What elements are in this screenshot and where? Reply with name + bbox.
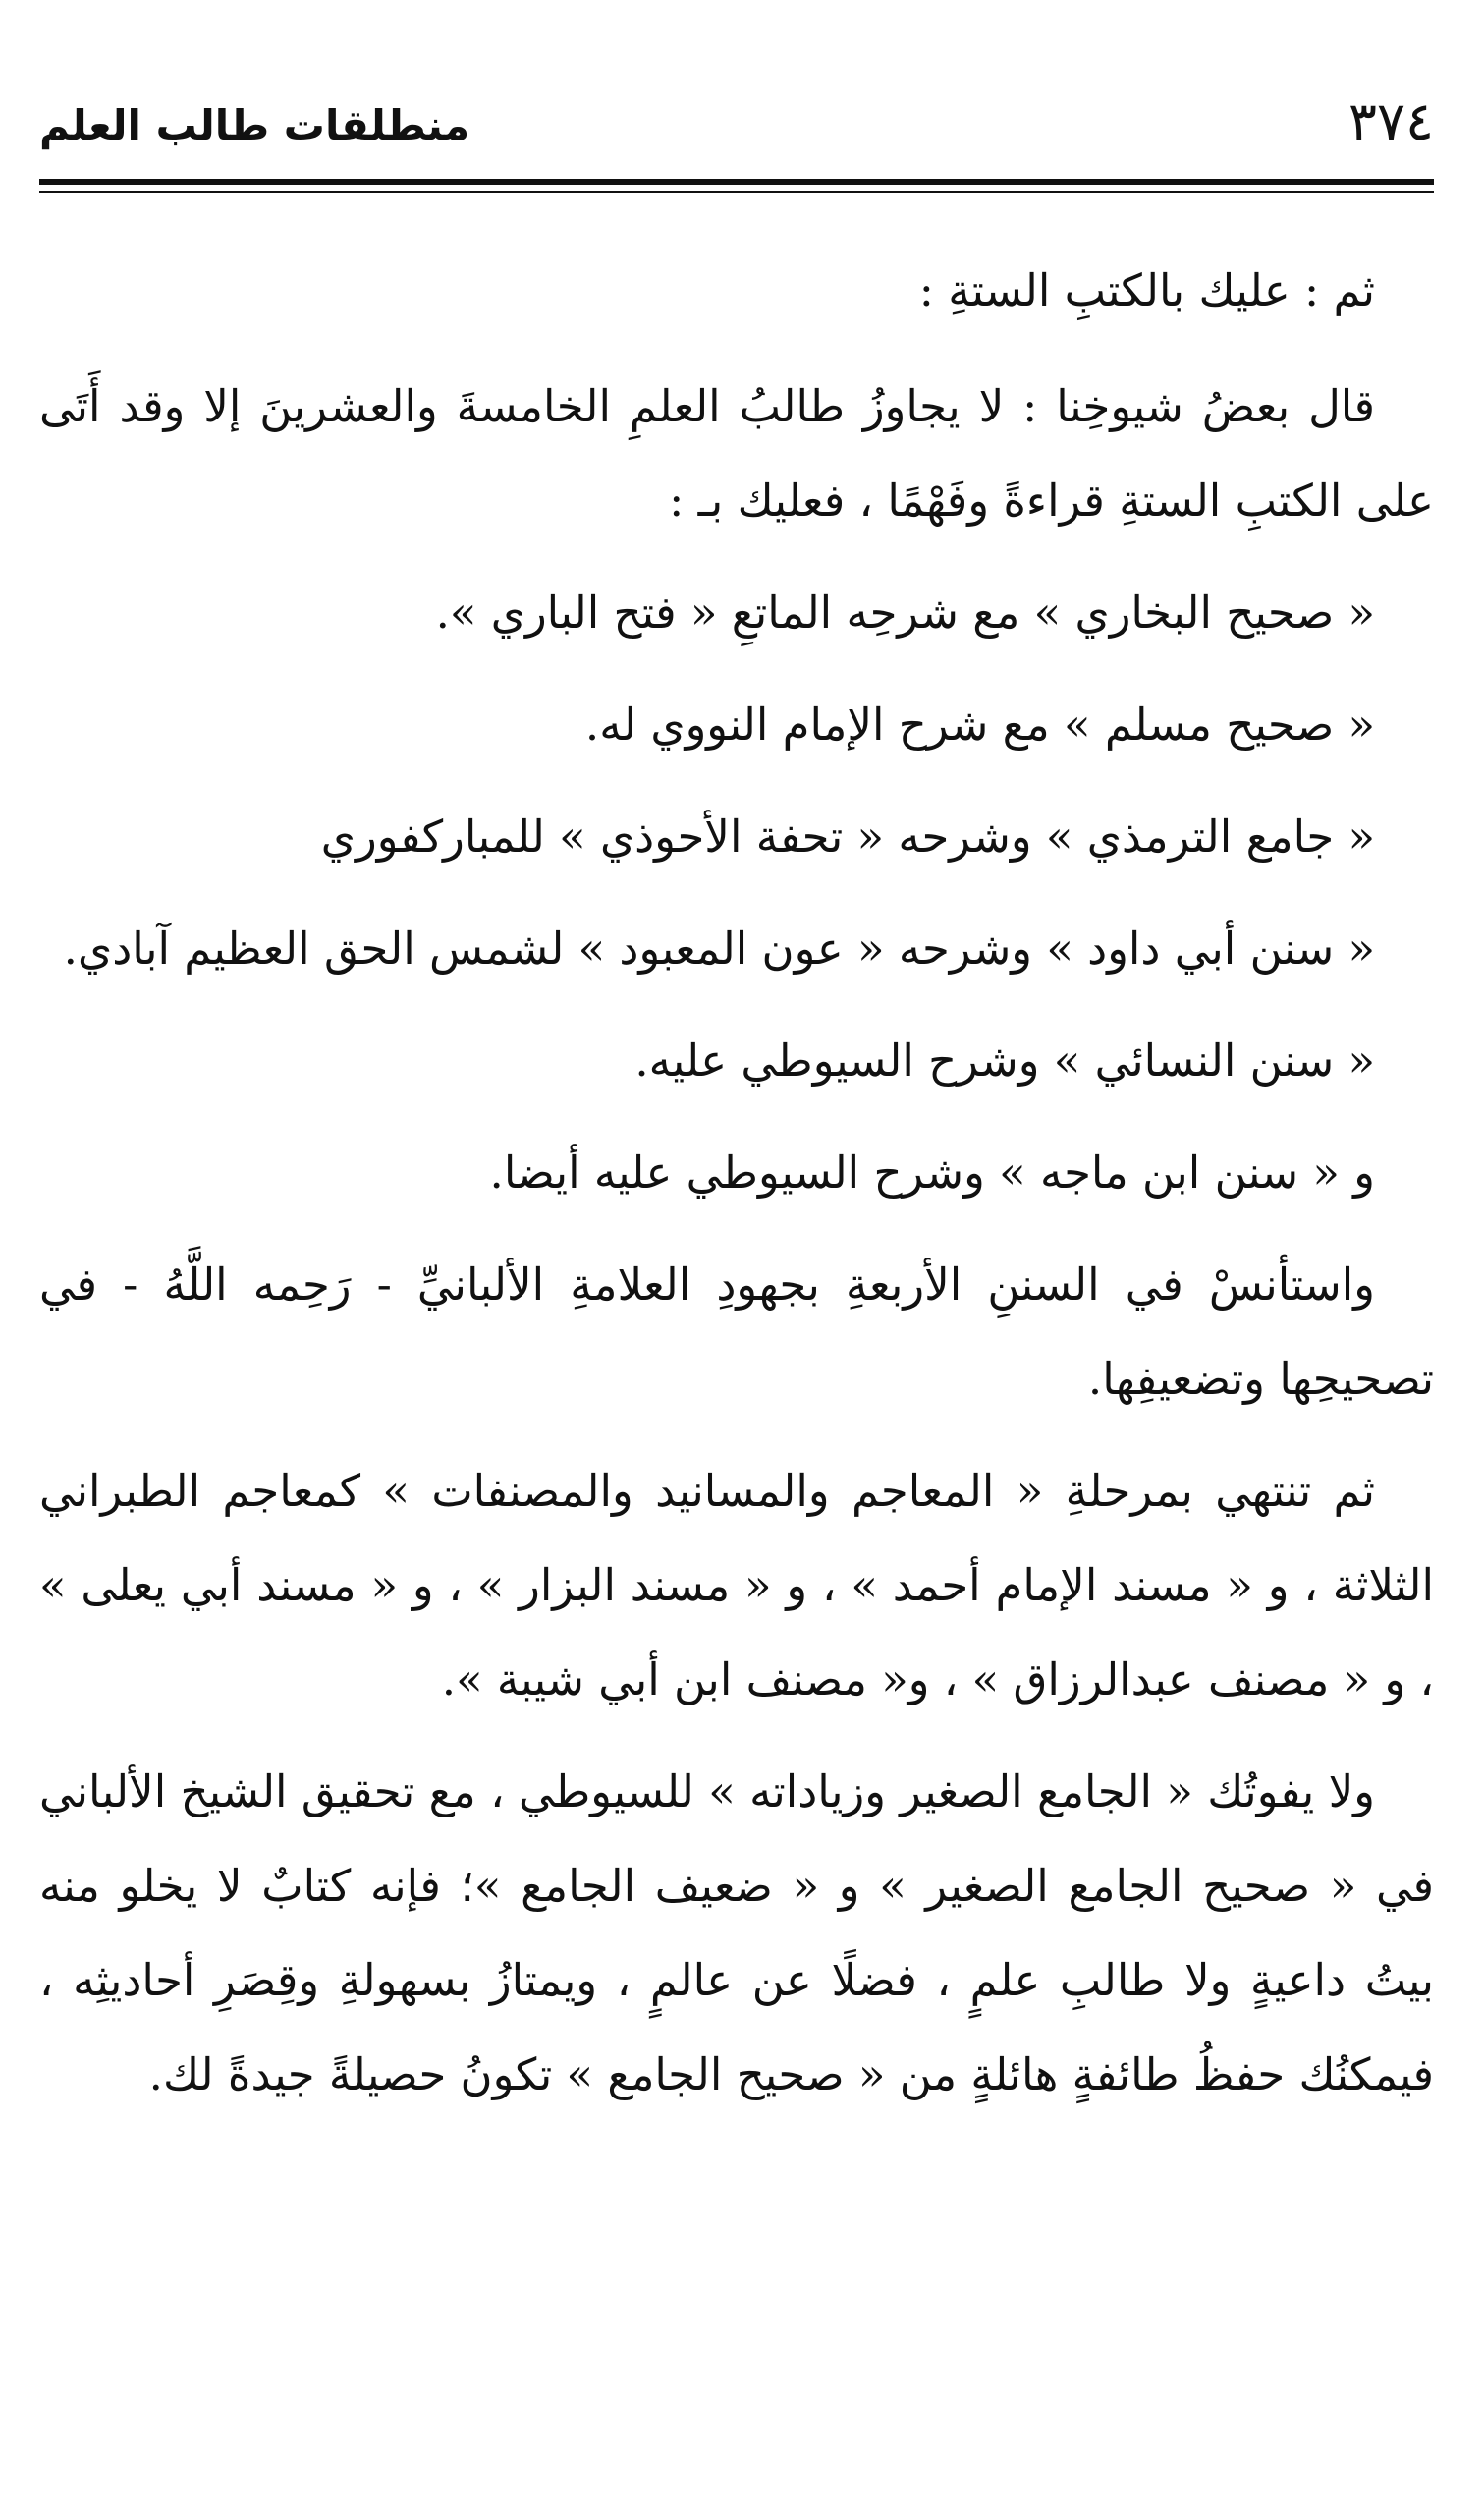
header-rule-thin xyxy=(39,191,1434,193)
paragraph: قال بعضُ شيوخِنا : لا يجاوزُ طالبُ العلمِ الخامسةَ والعشرينَ إلا وقد أَتَى على الكتبِ الستةِ قراءةً وفَهْمًا ، فعليك بـ : xyxy=(39,380,1434,527)
book-list-item: « صحيح مسلم » مع شرح الإمام النووي له. xyxy=(584,699,1375,751)
book-list-item: « سنن النسائي » وشرح السيوطي عليه. xyxy=(634,1034,1375,1087)
book-list-item: « جامع الترمذي » وشرحه « تحفة الأحوذي » للمباركفوري xyxy=(320,811,1375,863)
paragraph: ثم تنتهي بمرحلةِ « المعاجم والمسانيد والمصنفات » كمعاجم الطبراني الثلاثة ، و « مسند الإمام أحمد » ، و « مسند البزار » ، و « مسند أبي يعلى » ، و « مصنف عبدالرزاق » ، و« مصنف ابن أبي شيبة ». xyxy=(39,1465,1434,1705)
page-header xyxy=(39,83,1434,161)
book-list-item: « صحيح البخاري » مع شرحِه الماتعِ « فتح الباري ». xyxy=(435,587,1375,639)
paragraph: ولا يفوتُك « الجامع الصغير وزياداته » للسيوطي ، مع تحقيق الشيخ الألباني في « صحيح الجامع الصغير » و « ضعيف الجامع »؛ فإنه كتابٌ لا يخلو منه بيتُ داعيةٍ ولا طالبِ علمٍ ، فضلًا عن عالمٍ ، ويمتازُ بسهولةِ وقِصَرِ أحاديثِه ، فيمكنُك حفظُ طائفةٍ هائلةٍ من « صحيح الجامع » تكونُ حصيلةً جيدةً لك. xyxy=(39,1765,1434,2100)
body-text xyxy=(39,244,1434,2140)
paragraph: ثم : عليك بالكتبِ الستةِ : xyxy=(918,264,1375,316)
header-rule-thick xyxy=(39,179,1434,185)
book-list-item: و « سنن ابن ماجه » وشرح السيوطي عليه أيضا. xyxy=(489,1146,1375,1199)
running-title: منطلقات طالب العلم xyxy=(39,101,470,149)
paragraph: واستأنسْ في السننِ الأربعةِ بجهودِ العلامةِ الألبانيِّ - رَحِمه اللَّهُ - في تصحيحِها وتضعيفِها. xyxy=(39,1258,1434,1405)
page-number: ٣٧٤ xyxy=(1347,90,1434,152)
book-list-item: « سنن أبي داود » وشرحه « عون المعبود » لشمس الحق العظيم آبادي. xyxy=(63,923,1375,975)
